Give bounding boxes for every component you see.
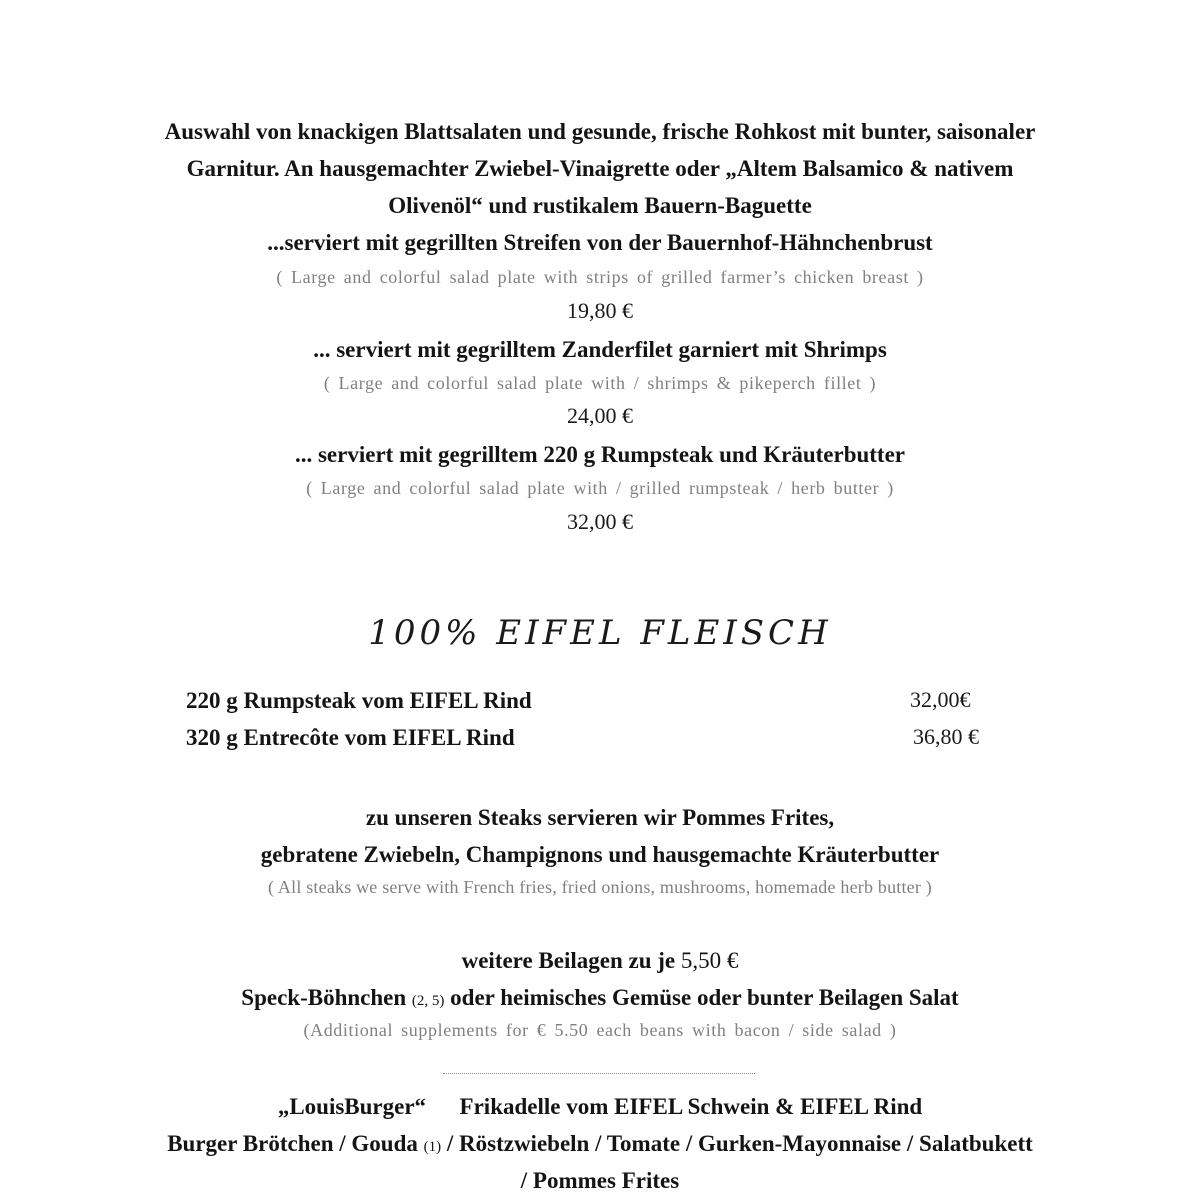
salad-item-title: ... serviert mit gegrilltem 220 g Rumpsteak und Kräuterbutter — [294, 442, 906, 467]
salad-item-price: 24,00 € — [567, 403, 633, 428]
salad-intro-line-3: Olivenöl“ und rustikalem Bauern-Baguette — [388, 193, 812, 218]
burger-line-3: / Pommes Frites — [520, 1168, 680, 1193]
sides-english: ( All steaks we serve with French fries, fried onions, mushrooms, homemade herb butter ) — [268, 877, 932, 897]
steak-item-price: 32,00€ — [910, 687, 971, 712]
burger-description: Frikadelle vom EIFEL Schwein & EIFEL Rind — [459, 1094, 923, 1119]
extra-sides-price: 5,50 € — [680, 948, 739, 973]
extra-side-beans: Speck-Böhnchen — [241, 985, 407, 1010]
burger-line-2 — [0, 1132, 1200, 1155]
salad-intro-line-2: Garnitur. An hausgemachter Zwiebel-Vinaigrette oder „Altem Balsamico & nativem — [186, 156, 1014, 181]
sides-line-1: zu unseren Steaks servieren wir Pommes Frites, — [365, 805, 835, 830]
salad-item-english: ( Large and colorful salad plate with strips of grilled farmer’s chicken breast ) — [276, 267, 924, 287]
extra-sides-items — [0, 986, 1200, 1009]
burger-name: „LouisBurger“ — [277, 1094, 427, 1119]
extra-sides-heading-text: weitere Beilagen zu je — [461, 948, 676, 973]
burger-line-2-b: / Röstzwiebeln / Tomate / Gurken-Mayonnaise / Salatbukett — [446, 1131, 1033, 1156]
steak-item-name: 320 g Entrecôte vom EIFEL Rind — [186, 725, 515, 750]
salad-item-title: ... serviert mit gegrilltem Zanderfilet garniert mit Shrimps — [313, 337, 887, 362]
section-heading: 100% EIFEL FLEISCH — [368, 613, 832, 653]
salad-item-price: 19,80 € — [567, 298, 633, 323]
extra-side-others: oder heimisches Gemüse oder bunter Beilagen Salat — [450, 985, 959, 1010]
steak-item — [186, 726, 1016, 749]
allergen-note: (2, 5) — [411, 993, 445, 1009]
extra-sides-heading — [0, 949, 1200, 972]
allergen-note: (1) — [423, 1139, 442, 1155]
salad-item-title: ...serviert mit gegrillten Streifen von der Bauernhof-Hähnchenbrust — [267, 230, 933, 255]
steak-item — [186, 689, 1016, 712]
salad-intro-line-1: Auswahl von knackigen Blattsalaten und gesunde, frische Rohkost mit bunter, saisonaler — [164, 119, 1036, 144]
steak-item-price: 36,80 € — [913, 724, 979, 749]
salad-item-english: ( Large and colorful salad plate with / shrimps & pikeperch fillet ) — [323, 373, 877, 393]
burger-title — [0, 1095, 1200, 1118]
extra-sides-english: (Additional supplements for € 5.50 each beans with bacon / side salad ) — [303, 1020, 897, 1040]
salad-item-english: ( Large and colorful salad plate with / grilled rumpsteak / herb butter ) — [306, 478, 894, 498]
steak-item-name: 220 g Rumpsteak vom EIFEL Rind — [186, 688, 532, 713]
sides-line-2: gebratene Zwiebeln, Champignons und hausgemachte Kräuterbutter — [260, 842, 940, 867]
burger-line-2-a: Burger Brötchen / Gouda — [167, 1131, 418, 1156]
dotted-divider — [443, 1073, 755, 1074]
salad-item-price: 32,00 € — [567, 509, 633, 534]
